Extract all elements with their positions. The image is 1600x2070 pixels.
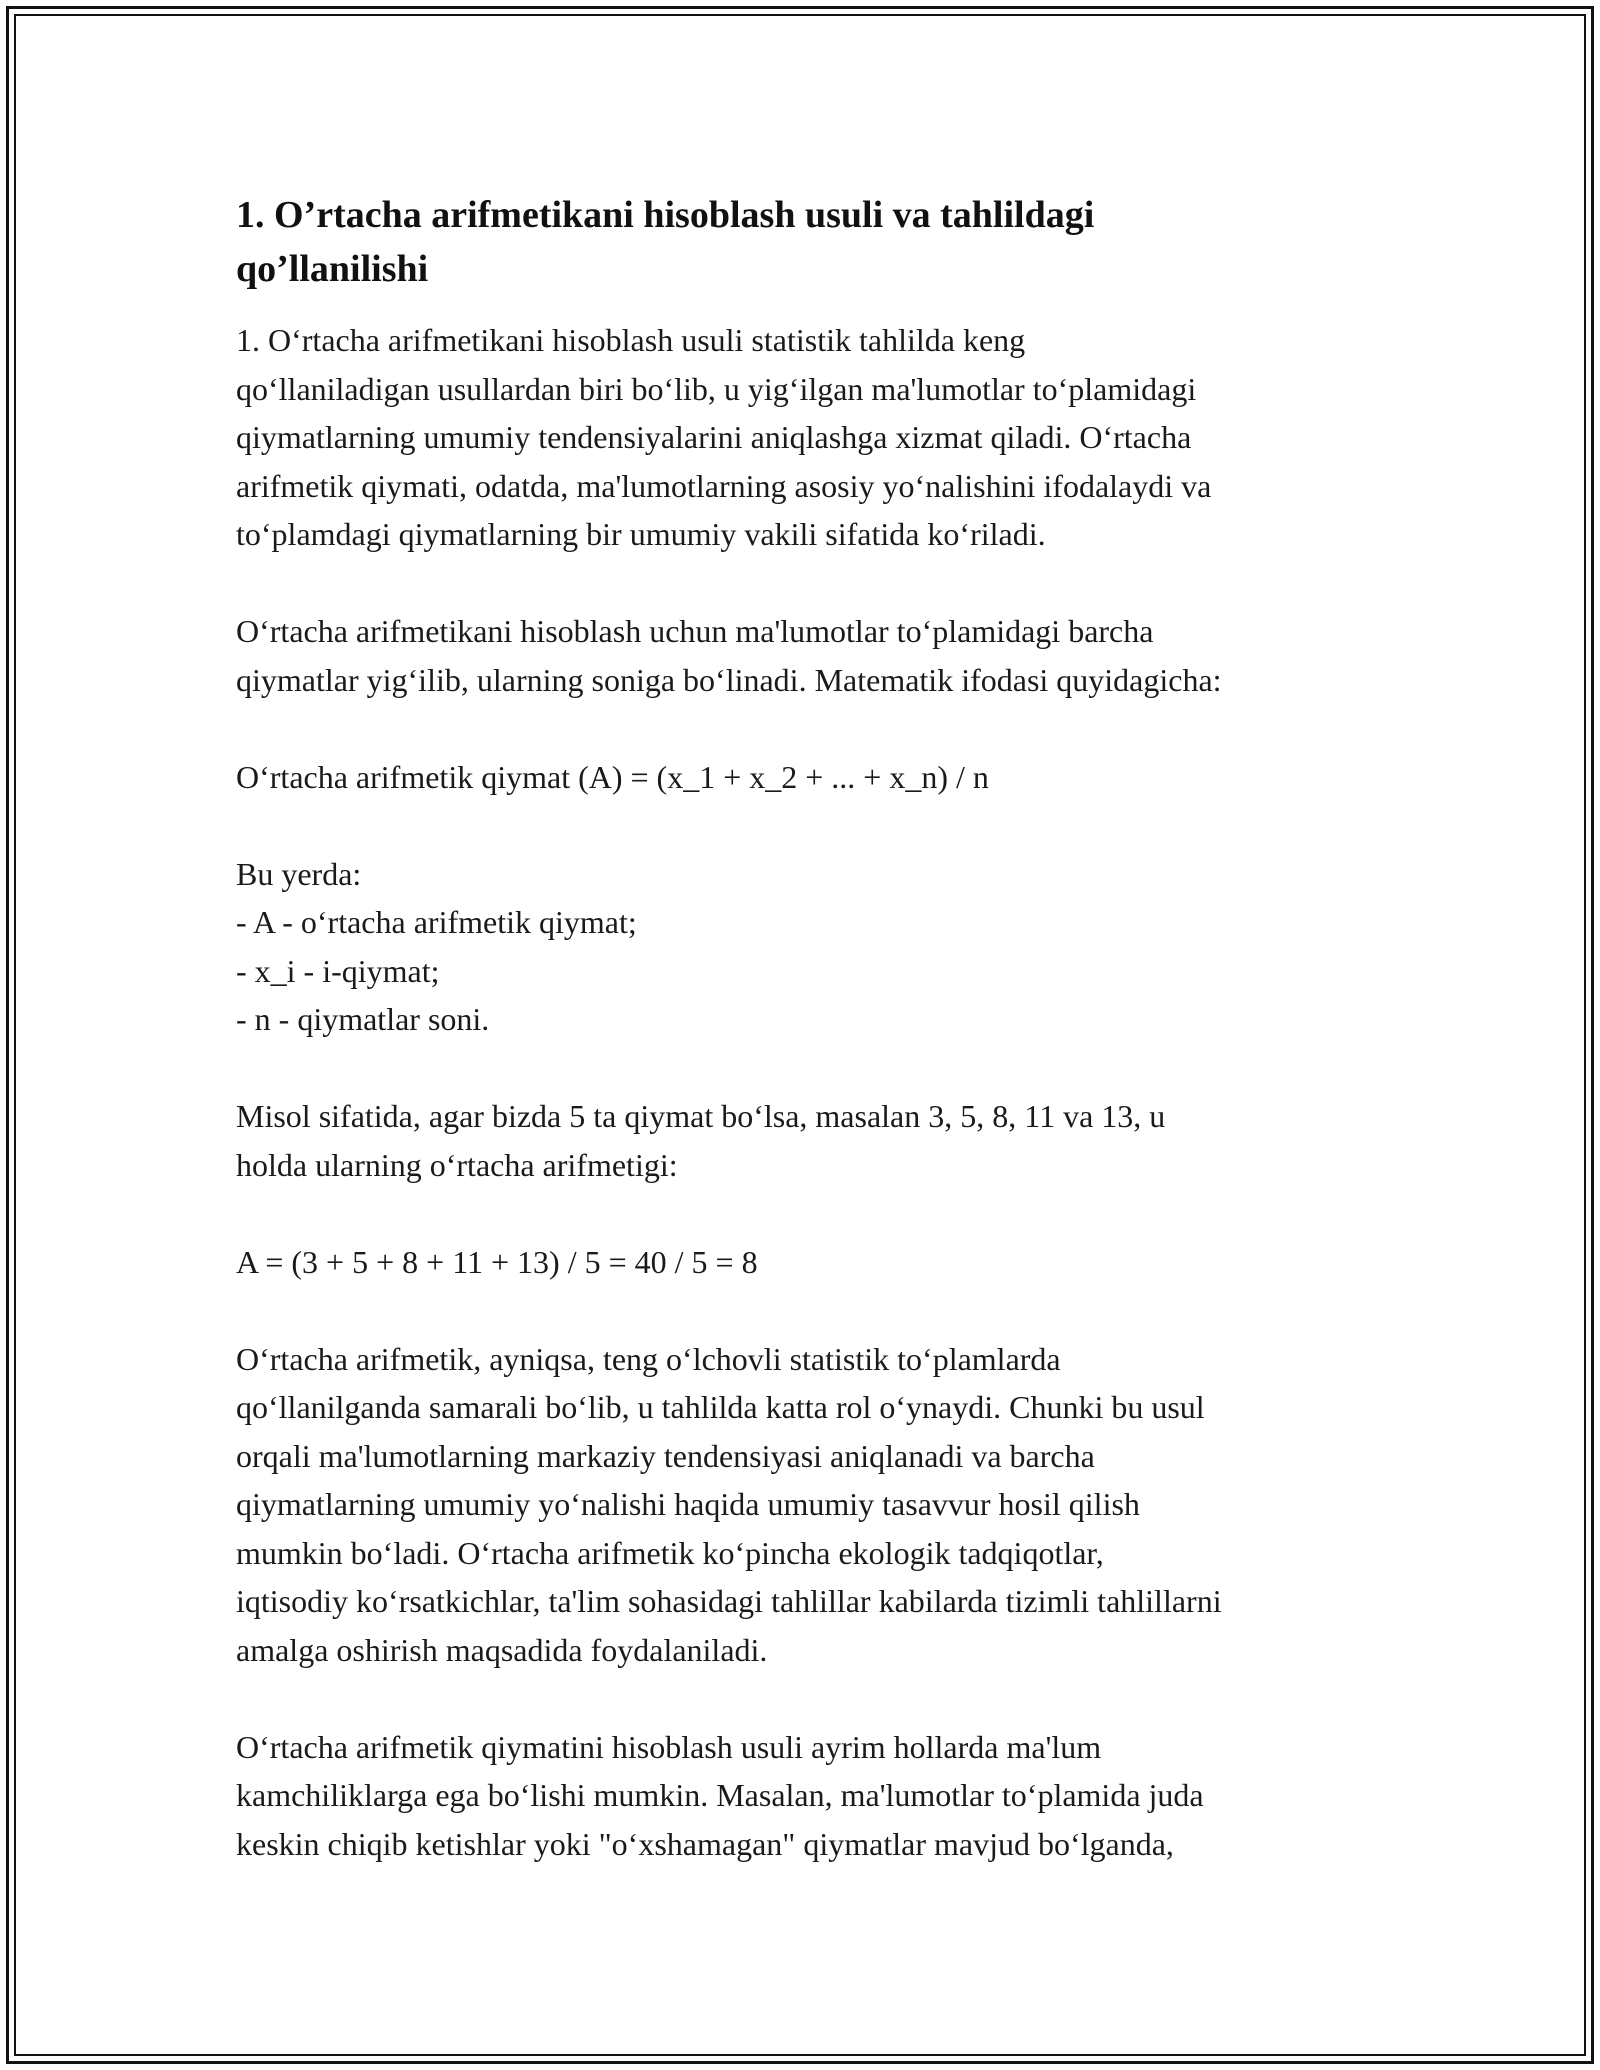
formula-mean: O‘rtacha arifmetik qiymat (A) = (x_1 + x_2 + ... + x_n) / n (236, 758, 989, 795)
paragraph-limitations: O‘rtacha arifmetik qiymatini hisoblash usuli ayrim hollarda ma'lum kamchiliklarga ega bo‘lishi mumkin. Masalan, ma'lumotlar to‘plamida juda keskin chiqib ketishlar yoki "o‘xshamagan" qiymatlar mavjud bo‘lganda, (236, 1728, 1204, 1862)
formula-example: A = (3 + 5 + 8 + 11 + 13) / 5 = 40 / 5 = 8 (236, 1243, 758, 1280)
legend-intro: Bu yerda: (236, 855, 362, 892)
legend-item: - n - qiymatlar soni. (236, 1001, 490, 1037)
paragraph-method: O‘rtacha arifmetikani hisoblash uchun ma'lumotlar to‘plamidagi barcha qiymatlar yig‘ilib, ularning soniga bo‘linadi. Matematik ifodasi quyidagicha: (236, 613, 1222, 698)
paragraph-example: Misol sifatida, agar bizda 5 ta qiymat bo‘lsa, masalan 3, 5, 8, 11 va 13, u holda ularning o‘rtacha arifmetigi: (236, 1098, 1166, 1183)
paragraph-intro: 1. O‘rtacha arifmetikani hisoblash usuli statistik tahlilda keng qo‘llaniladigan usullardan biri bo‘lib, u yig‘ilgan ma'lumotlar to‘plamidagi qiymatlarning umumiy tendensiyalarini aniqlashga xizmat qiladi. O‘rtacha arifmetik qiymati, odatda, ma'lumotlarning asosiy yo‘nalishini ifodalaydi va to‘plamdagi qiymatlarning bir umumiy vakili sifatida ko‘riladi. (236, 322, 1212, 552)
document-body (236, 188, 1376, 1868)
legend-item: - x_i - i-qiymat; (236, 952, 440, 989)
section-heading: 1. O’rtacha arifmetikani hisoblash usuli va tahlildagi qo’llanilishi (236, 194, 1095, 290)
formula-legend (236, 850, 1376, 1044)
legend-item: - A - o‘rtacha arifmetik qiymat; (236, 904, 637, 940)
paragraph-application: O‘rtacha arifmetik, ayniqsa, teng o‘lchovli statistik to‘plamlarda qo‘llanilganda samarali bo‘lib, u tahlilda katta rol o‘ynaydi. Chunki bu usul orqali ma'lumotlarning markaziy tendensiyasi aniqlanadi va barcha qiymatlarning umumiy yo‘nalishi haqida umumiy tasavvur hosil qilish mumkin bo‘ladi. O‘rtacha arifmetik ko‘pincha ekologik tadqiqotlar, iqtisodiy ko‘rsatkichlar, ta'lim sohasidagi tahlillar kabilarda tizimli tahlillarni amalga oshirish maqsadida foydalaniladi. (236, 1340, 1222, 1668)
